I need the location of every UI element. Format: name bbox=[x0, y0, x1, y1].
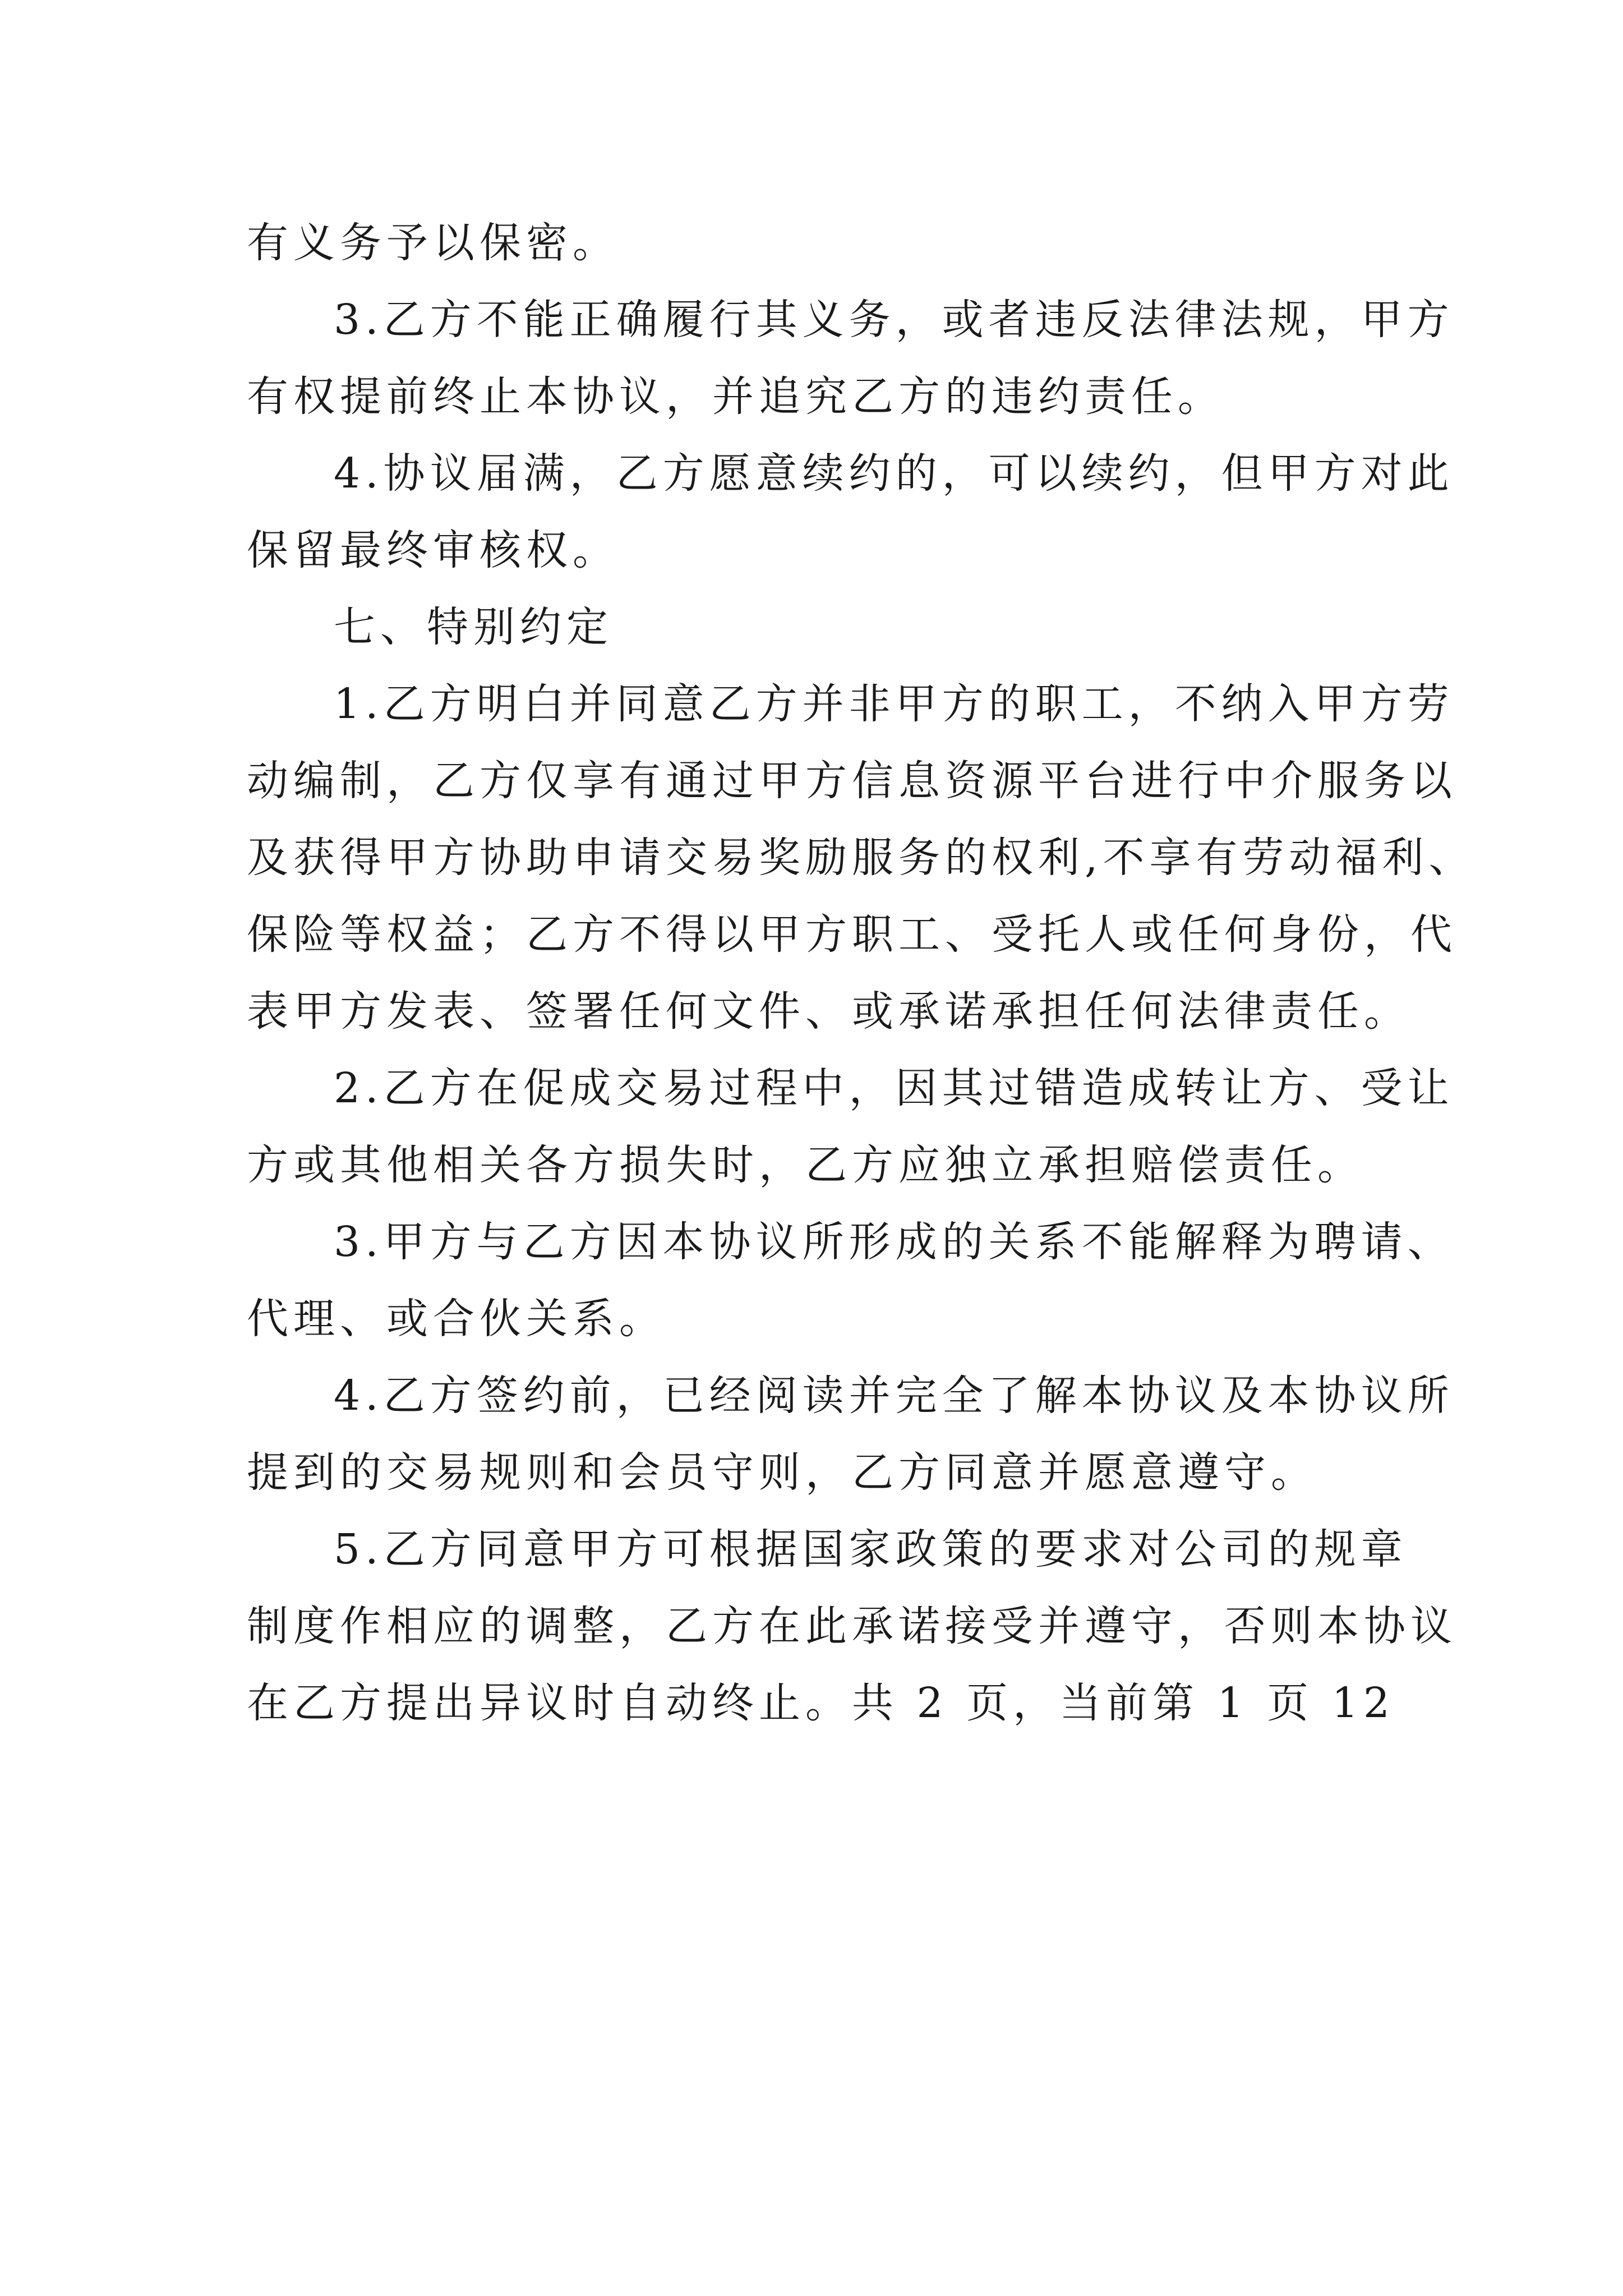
paragraph-line: 表甲方发表、签署任何文件、或承诺承担任何法律责任。 bbox=[247, 987, 1410, 1036]
paragraph-line: 保留最终审核权。 bbox=[247, 526, 619, 574]
paragraph-line: 动编制，乙方仅享有通过甲方信息资源平台进行中介服务以 bbox=[247, 757, 1457, 805]
paragraph-line: 有义务予以保密。 bbox=[247, 219, 619, 267]
paragraph-line: 4.协议届满，乙方愿意续约的，可以续约，但甲方对此 bbox=[334, 449, 1454, 498]
paragraph-line: 4.乙方签约前，已经阅读并完全了解本协议及本协议所 bbox=[334, 1372, 1454, 1420]
paragraph-line: 及获得甲方协助申请交易奖励服务的权利,不享有劳动福利、 bbox=[247, 834, 1476, 882]
paragraph-line: 在乙方提出异议时自动终止。共 2 页，当前第 1 页 12 bbox=[247, 1679, 1395, 1727]
document-body bbox=[247, 205, 1476, 1742]
paragraph-line: 1.乙方明白并同意乙方并非甲方的职工，不纳入甲方劳 bbox=[334, 680, 1454, 728]
paragraph-line: 3.甲方与乙方因本协议所形成的关系不能解释为聘请、 bbox=[334, 1218, 1454, 1266]
paragraph-line: 代理、或合伙关系。 bbox=[247, 1295, 666, 1343]
paragraph-line: 3.乙方不能正确履行其义务，或者违反法律法规，甲方 bbox=[334, 296, 1454, 344]
paragraph-line: 2.乙方在促成交易过程中，因其过错造成转让方、受让 bbox=[334, 1064, 1454, 1112]
paragraph-line: 保险等权益；乙方不得以甲方职工、受托人或任何身份，代 bbox=[247, 910, 1457, 959]
paragraph-line: 七、特别约定 bbox=[334, 603, 613, 651]
paragraph-line: 有权提前终止本协议，并追究乙方的违约责任。 bbox=[247, 372, 1224, 421]
paragraph-line: 提到的交易规则和会员守则，乙方同意并愿意遵守。 bbox=[247, 1448, 1317, 1497]
paragraph-line: 方或其他相关各方损失时，乙方应独立承担赔偿责任。 bbox=[247, 1141, 1364, 1189]
paragraph-line: 5.乙方同意甲方可根据国家政策的要求对公司的规章 bbox=[334, 1525, 1408, 1573]
paragraph-line: 制度作相应的调整，乙方在此承诺接受并遵守，否则本协议 bbox=[247, 1602, 1457, 1650]
